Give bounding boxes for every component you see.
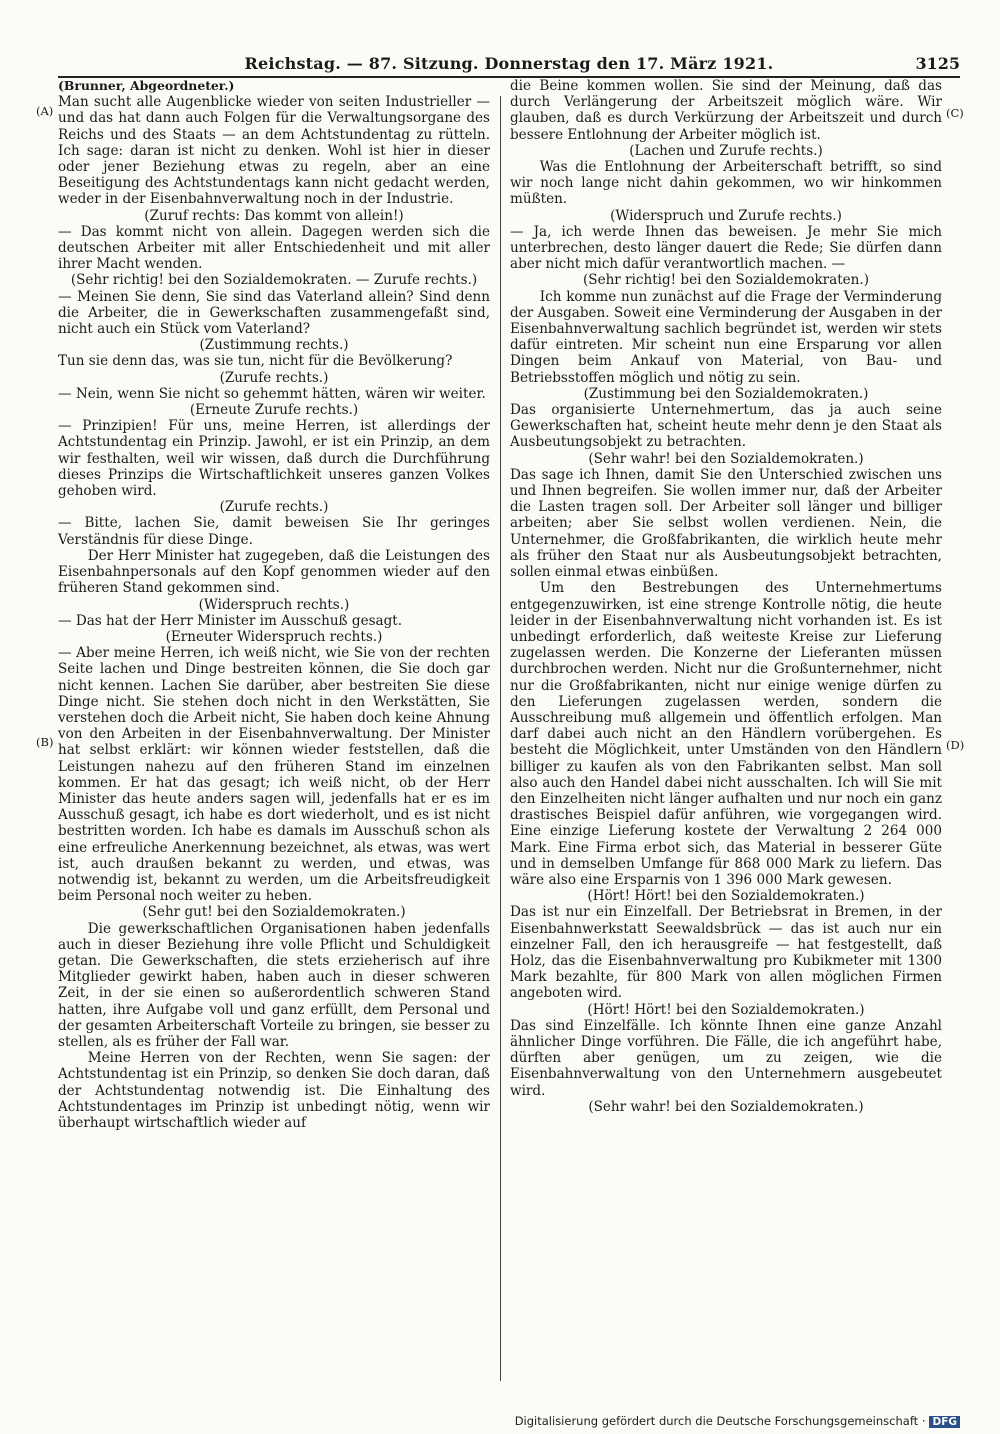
interjection: (Zurufe rechts.) (219, 499, 329, 516)
interjection: (Zustimmung bei den Sozialdemokraten.) (583, 385, 869, 402)
paragraph: — Prinzipien! Für uns, meine Herren, ist allerdings der Achtstundentag ein Prinzip. Jawohl, er ist ein Prinzip, an dem wir festhalten, weil wir wissen, daß durch die Durchführung dieses Prinzips die Wirtschaftlichkeit unseres ganzen Volkes gehoben wird. (58, 418, 490, 500)
interjection: (Hört! Hört! bei den Sozialdemokraten.) (587, 1001, 865, 1018)
digitization-credit (515, 1414, 960, 1428)
margin-marker-a: (A) (36, 104, 54, 118)
credit-text: Digitalisierung gefördert durch die Deutsche Forschungsgemeinschaft · (514, 1414, 926, 1428)
paragraph: Die gewerkschaftlichen Organisationen haben jedenfalls auch in dieser Beziehung ihre volle Pflicht und Schuldigkeit getan. Die Gewerkschaften, die stets erzieherisch auf ihre Mitglieder gewirkt haben, haben auch in dieser schweren Zeit, in der sie einen so außerordentlich schweren Stand hatten, ihre Aufgabe voll und ganz erfüllt, dem Personal und der gesamten Arbeiterschaft Vorteile zu bringen, sie besser zu stellen, als es früher der Fall war. (58, 920, 490, 1050)
interjection: (Zuruf rechts: Das kommt von allein!) (144, 207, 404, 224)
right-column (510, 78, 942, 1378)
paragraph: Meine Herren von der Rechten, wenn Sie sagen: der Achtstundentag ist ein Prinzip, so denken Sie doch daran, daß der Achtstundentag notwendig ist. Die Einhaltung des Achtstundentages im Prinzip ist unbedingt nötig, wenn wir überhaupt wirtschaftlich wieder auf (58, 1050, 490, 1131)
paragraph: Tun sie denn das, was sie tun, nicht für die Bevölkerung? (58, 353, 453, 370)
paragraph: die Beine kommen wollen. Sie sind der Meinung, daß das durch Verlängerung der Arbeitszeit möglich wäre. Wir glauben, daß es durch Verkürzung der Arbeitszeit und durch bessere Entlohnung der Arbeiter möglich ist. (510, 78, 942, 143)
left-column (58, 78, 490, 1378)
interjection: (Sehr wahr! bei den Sozialdemokraten.) (588, 450, 864, 467)
interjection: (Erneuter Widerspruch rechts.) (165, 628, 383, 645)
page-number: 3125 (915, 54, 960, 73)
margin-marker-b: (B) (36, 735, 54, 749)
paragraph: Der Herr Minister hat zugegeben, daß die Leistungen des Eisenbahnpersonals auf den Kopf genommen wieder auf den früheren Stand gekommen sind. (58, 547, 490, 597)
paragraph: Was die Entlohnung der Arbeiterschaft betrifft, so sind wir noch lange nicht dahin gekommen, wo wir hinkommen müßten. (510, 159, 942, 208)
paragraph: — Ja, ich werde Ihnen das beweisen. Je mehr Sie mich unterbrechen, desto länger dauert die Rede; Sie dürfen dann aber nicht mich dafür verantwortlich machen. — (510, 223, 942, 273)
interjection: (Sehr richtig! bei den Sozialdemokraten. — Zurufe rechts.) (70, 272, 478, 289)
interjection: (Hört! Hört! bei den Sozialdemokraten.) (587, 888, 865, 905)
margin-marker-c: (C) (946, 106, 964, 120)
interjection: (Sehr gut! bei den Sozialdemokraten.) (142, 904, 406, 921)
interjection: (Lachen und Zurufe rechts.) (629, 142, 823, 159)
running-title: Reichstag. — 87. Sitzung. Donnerstag den 17. März 1921. (244, 54, 774, 73)
interjection: (Sehr richtig! bei den Sozialdemokraten.) (583, 272, 869, 289)
paragraph: Ich komme nun zunächst auf die Frage der Verminderung der Ausgaben. Soweit eine Verminderung der Ausgaben in der Eisenbahnverwaltung sachlich begründet ist, werden wir stets dafür eintreten. Mir scheint nun eine Ersparung vor allen Dingen beim Ankauf von Material, von Bau- und Betriebsstoffen möglich und nötig zu sein. (510, 288, 942, 386)
paragraph: — Nein, wenn Sie nicht so gehemmt hätten, wären wir weiter. (58, 385, 486, 402)
paragraph: — Das kommt nicht von allein. Dagegen werden sich die deutschen Arbeiter mit aller Entschiedenheit und mit aller ihrer Macht wenden. (58, 223, 490, 273)
paragraph: Das ist nur ein Einzelfall. Der Betriebsrat in Bremen, in der Eisenbahnwerkstatt Seewaldsbrück — das ist auch nur ein einzelner Fall, den ich herausgreife — hat festgestellt, daß Holz, das die Eisenbahnverwaltung pro Kubikmeter mit 1300 Mark bezahlte, für 800 Mark von allen möglichen Firmen angeboten wird. (510, 904, 942, 1002)
paragraph: Man sucht alle Augenblicke wieder von seiten Industrieller — und das hat dann auch Folgen für die Verwaltungsorgane des Reichs und des Staats — an dem Achtstundentag zu rütteln. Ich sage: daran ist nicht zu denken. Wohl ist hier in dieser oder jener Beziehung etwas zu regeln, aber an eine Beseitigung des Achtstundentags kann nicht gedacht werden, weder in der Eisenbahnverwaltung noch in der Industrie. (58, 94, 490, 208)
column-divider (500, 96, 501, 1381)
paragraph: Das organisierte Unternehmertum, das ja auch seine Gewerkschaften hat, scheint heute mehr denn je den Staat als Ausbeutungsobjekt zu betrachten. (510, 402, 942, 451)
interjection: (Sehr wahr! bei den Sozialdemokraten.) (588, 1098, 864, 1115)
page-header (58, 52, 960, 78)
paragraph: — Meinen Sie denn, Sie sind das Vaterland allein? Sind denn die Arbeiter, die in Gewerkschaften zusammengefaßt sind, nicht auch ein Stück vom Vaterland? (58, 288, 490, 338)
paragraph: — Das hat der Herr Minister im Ausschuß gesagt. (58, 612, 403, 629)
interjection: (Zustimmung rechts.) (199, 337, 349, 354)
paragraph: Um den Bestrebungen des Unternehmertums entgegenzuwirken, ist eine strenge Kontrolle nötig, die heute leider in der Eisenbahnverwaltung nicht vorhanden ist. Es ist unbedingt erforderlich, daß weiteste Kreise zur Lieferung zugelassen werden. Die Konzerne der Lieferanten müssen durchbrochen werden. Nicht nur die Großunternehmer, nicht nur die Großfabrikanten, nicht nur einige wenige dürfen zu den Lieferungen zugelassen werden, sondern die Ausschreibung muß allgemein und öffentlich erfolgen. Man darf dabei auch nicht an den Händlern vorübergehen. Es besteht die Möglichkeit, unter Umständen von den Händlern billiger zu kaufen als von den Fabrikanten selbst. Man soll also auch den Handel dabei nicht ausschalten. Ich will Sie mit den Einzelheiten nicht länger aufhalten und nur noch ein ganz drastisches Beispiel dafür anführen, wie vorgegangen wird. Eine einzige Lieferung kostete der Verwaltung 2 264 000 Mark. Eine Firma erbot sich, das Material in besserer Güte und in demselben Umfange für 868 000 Mark zu liefern. Das wäre also eine Ersparnis von 1 396 000 Mark gewesen. (510, 580, 942, 888)
paragraph: Das sage ich Ihnen, damit Sie den Unterschied zwischen uns und Ihnen begreifen. Sie wollen immer nur, daß der Arbeiter die Lasten tragen soll. Der Arbeiter soll länger und billiger arbeiten; aber Sie selbst wollen verdienen. Nein, die Unternehmer, die Großfabrikanten, die wirklich heute mehr als früher den Staat nur als Ausbeutungsobjekt betrachten, sollen einmal etwas einbüßen. (510, 466, 942, 581)
interjection: (Widerspruch und Zurufe rechts.) (610, 207, 842, 224)
paragraph: Das sind Einzelfälle. Ich könnte Ihnen eine ganze Anzahl ähnlicher Dinge vorführen. Die Fälle, die ich angeführt habe, dürften aber genügen, um zu zeigen, wie die Eisenbahnverwaltung von den Unternehmern ausgebeutet wird. (510, 1017, 942, 1099)
paragraph: — Bitte, lachen Sie, damit beweisen Sie Ihr geringes Verständnis für diese Dinge. (58, 515, 490, 548)
speaker-label: (Brunner, Abgeordneter.) (58, 78, 235, 93)
interjection: (Erneute Zurufe rechts.) (189, 402, 359, 419)
dfg-logo: DFG (929, 1416, 960, 1428)
paragraph: — Aber meine Herren, ich weiß nicht, wie Sie von der rechten Seite lachen und Dinge bestreiten können, die Sie doch gar nicht kennen. Lachen Sie darüber, aber bestreiten Sie diese Dinge nicht. Sie stehen doch nicht in den Werkstätten, Sie verstehen doch die Arbeit nicht, Sie haben doch keine Ahnung von den Arbeiten in der Eisenbahnverwaltung. Der Minister hat selbst erklärt: wir können wieder feststellen, daß die Leistungen nahezu auf den früheren Stand im einzelnen kommen. Er hat das gesagt; ich weiß nicht, ob der Herr Minister das heute anders sagen will, jedenfalls hat er es im Ausschuß gesagt, ich habe es dort wiederholt, und es ist nicht bestritten worden. Ich habe es damals im Ausschuß schon als eine erfreuliche Anerkennung bezeichnet, als etwas, was wert ist, auch draußen bekannt zu werden, und etwas, was notwendig ist, bekannt zu werden, um die Arbeitsfreudigkeit beim Personal noch weiter zu heben. (58, 645, 490, 905)
interjection: (Zurufe rechts.) (219, 369, 329, 386)
margin-marker-d: (D) (946, 738, 965, 752)
interjection: (Widerspruch rechts.) (198, 596, 350, 613)
